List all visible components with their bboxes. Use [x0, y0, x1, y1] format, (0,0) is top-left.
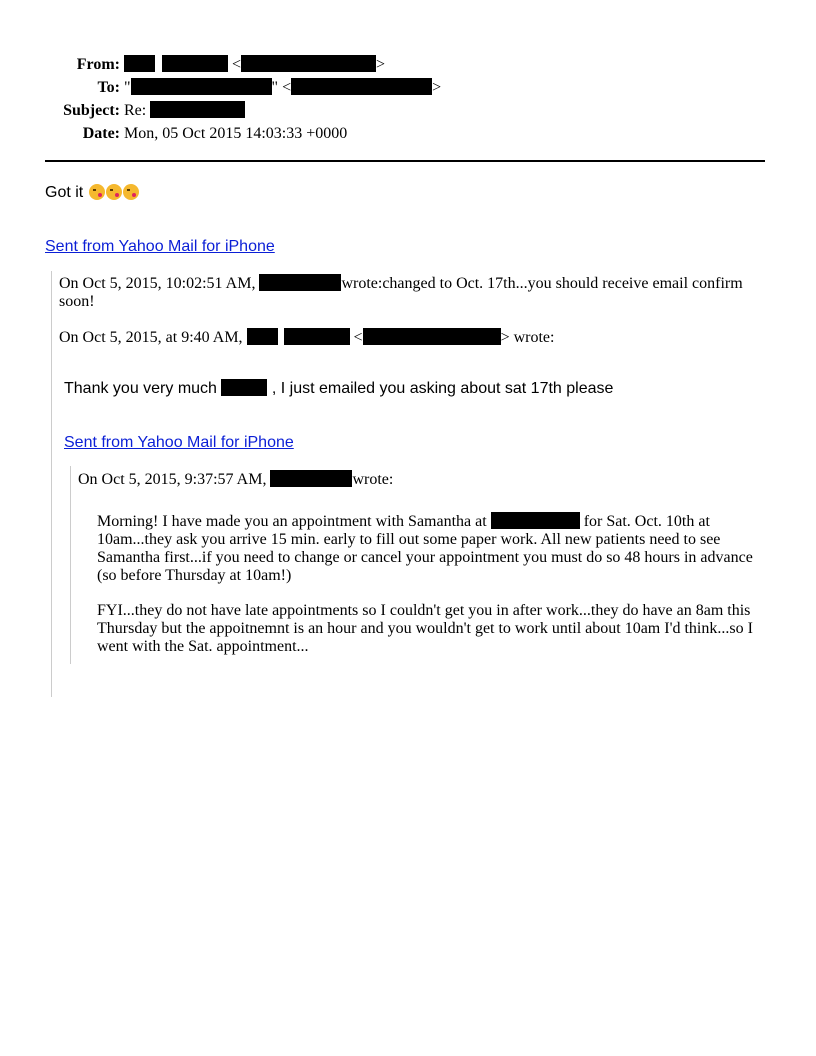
redacted-block: [124, 55, 155, 72]
quote1-attribution2-date: On Oct 5, 2015, at 9:40 AM,: [59, 329, 243, 346]
quote1-signature: [64, 433, 294, 453]
redacted-block: [247, 328, 278, 345]
quote1-attribution: [59, 274, 759, 311]
quote2-para2-line2: Thursday but the appoitnemnt is an hour and you wouldn't get to work until about 10am I'd think...so I: [97, 620, 753, 637]
from-value: [124, 53, 385, 76]
redacted-block: [259, 274, 341, 291]
quote2-para1-line3: Samantha first...if you need to change or cancel your appointment you must do so 48 hours in advance: [97, 549, 753, 566]
redacted-block: [291, 78, 432, 95]
quote2-para2-line3: went with the Sat. appointment...: [97, 638, 309, 655]
redacted-block: [162, 55, 228, 72]
quote1-attribution-tail: soon!: [59, 293, 95, 310]
quote1-signature-link[interactable]: Sent from Yahoo Mail for iPhone: [64, 434, 294, 451]
from-angle-close: >: [376, 56, 386, 73]
header-divider: [45, 160, 765, 162]
quote1-reply: [64, 379, 613, 399]
subject-prefix: Re:: [124, 102, 147, 119]
kiss-emoji-icon: [123, 184, 139, 200]
message-body: [45, 183, 139, 203]
quote2-para1-start: Morning! I have made you an appointment with Samantha at: [97, 513, 487, 530]
redacted-block: [241, 55, 376, 72]
redacted-block: [221, 379, 267, 396]
signature: [45, 237, 275, 257]
subject-value: [124, 99, 245, 122]
redacted-block: [284, 328, 350, 345]
kiss-emoji-icon: [106, 184, 122, 200]
kiss-emoji-icon: [89, 184, 105, 200]
quote1-attribution2-lt: <: [353, 329, 363, 346]
quote2-paragraph-1: [97, 512, 759, 585]
quote2-para1-line2: 10am...they ask you arrive 15 min. early to fill out some paper work. All new patients need to see: [97, 531, 721, 548]
redacted-block: [150, 101, 245, 118]
to-label: To:: [97, 79, 120, 96]
quote1-reply-end: , I just emailed you asking about sat 17th please: [271, 380, 614, 397]
to-angle-close: >: [432, 79, 442, 96]
to-quote-close: " <: [271, 79, 292, 96]
to-row: [0, 76, 816, 99]
redacted-block: [363, 328, 501, 345]
date-label: Date:: [82, 125, 120, 142]
quote2-para1-end: for Sat. Oct. 10th at: [583, 513, 710, 530]
quote2-paragraph-2: [97, 602, 759, 656]
quote1-attribution2-text: > wrote:: [500, 329, 555, 346]
signature-link[interactable]: Sent from Yahoo Mail for iPhone: [45, 238, 275, 255]
quote2-attribution: [78, 470, 758, 489]
quote1-attribution-2: [59, 328, 759, 347]
date-row: [0, 122, 816, 145]
quote1-attribution-text: wrote:changed to Oct. 17th...you should receive email confirm: [341, 275, 743, 292]
message-text: Got it: [45, 184, 84, 201]
redacted-block: [270, 470, 352, 487]
from-angle-open: <: [232, 56, 242, 73]
quote2-para1-line1: [97, 512, 759, 531]
email-header: [0, 53, 816, 145]
quote2-para1-line4: (so before Thursday at 10am!): [97, 567, 292, 584]
quote2-attribution-date: On Oct 5, 2015, 9:37:57 AM,: [78, 471, 267, 488]
from-row: [0, 53, 816, 76]
to-quote-open: ": [124, 79, 131, 96]
quote1-attribution-date: On Oct 5, 2015, 10:02:51 AM,: [59, 275, 256, 292]
to-value: [124, 76, 441, 99]
redacted-block: [491, 512, 580, 529]
quote2-attribution-text: wrote:: [352, 471, 394, 488]
quote1-reply-start: Thank you very much: [64, 380, 217, 397]
redacted-block: [131, 78, 272, 95]
quote2-para2-line1: FYI...they do not have late appointments so I couldn't get you in after work...they do have an 8am this: [97, 602, 751, 619]
subject-label: Subject:: [63, 102, 120, 119]
subject-row: [0, 99, 816, 122]
date-value: Mon, 05 Oct 2015 14:03:33 +0000: [124, 125, 348, 142]
from-label: From:: [76, 56, 120, 73]
